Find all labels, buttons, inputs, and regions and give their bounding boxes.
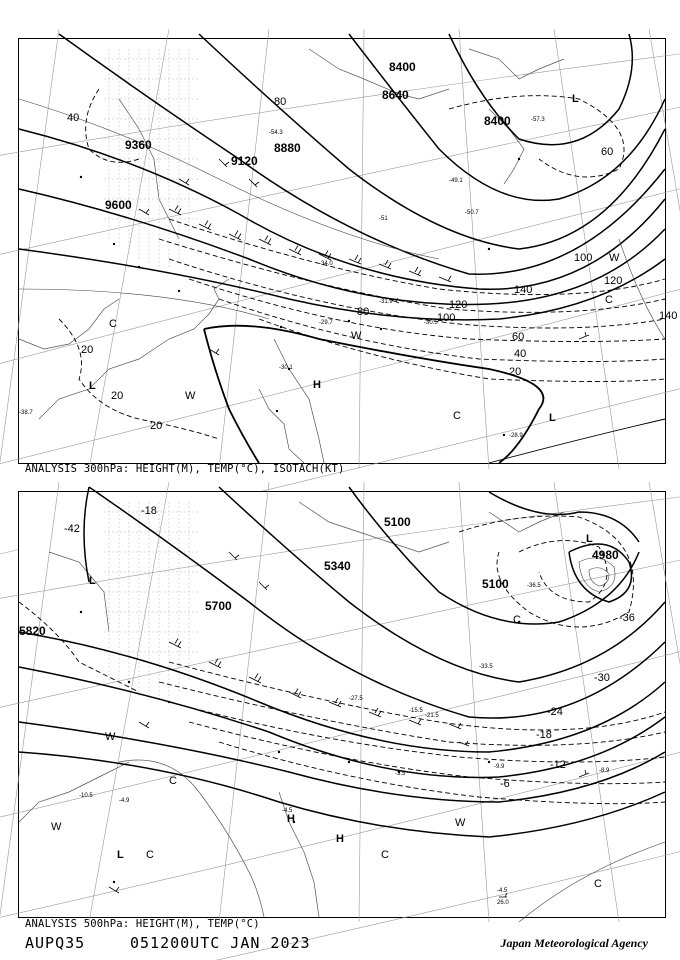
height-label: 9600 (105, 198, 132, 212)
high-center-label: H (313, 379, 321, 391)
height-label: 5700 (205, 599, 232, 613)
station-value: -49.1 (449, 178, 463, 184)
caption-300hpa: ANALYSIS 300hPa: HEIGHT(M), TEMP(°C), ISOTACH(KT) (25, 463, 345, 475)
chart-panel-500hpa (18, 491, 666, 918)
station-value: -30.5 (424, 320, 438, 326)
temp-label: -30 (594, 672, 610, 684)
isotach-label: 40 (514, 348, 527, 360)
high-region-edge (204, 329, 259, 463)
high-region-outline (204, 326, 543, 463)
cold-center-label: C (381, 849, 389, 861)
height-label: 9120 (231, 154, 258, 168)
station-value: -31.9 (379, 299, 393, 305)
wind-barbs (139, 159, 589, 355)
temp-label: -42 (64, 523, 80, 535)
station-value: -54.3 (269, 130, 283, 136)
station-value: -4.5 (282, 808, 293, 814)
warm-center-label: W (105, 731, 116, 743)
legend-temp: -4.5 (497, 888, 508, 894)
isotach-label-group (67, 96, 677, 432)
isotach-label: 120 (449, 299, 468, 311)
warm-center-label: W (609, 252, 620, 264)
station-value: -38.7 (19, 410, 33, 416)
shaded-region (104, 502, 199, 702)
low-center-label: L (89, 380, 96, 392)
height-label: 8400 (484, 114, 511, 128)
high-center-label: H (336, 833, 344, 845)
station-value: -9.9 (494, 764, 505, 770)
temp-label: -18 (141, 505, 157, 517)
graticule (0, 482, 680, 960)
station-value: -36.5 (527, 583, 541, 589)
temp-label: -36 (619, 612, 635, 624)
coastline (19, 49, 564, 463)
caption-500hpa: ANALYSIS 500hPa: HEIGHT(M), TEMP(°C) (25, 918, 260, 930)
warm-center-label: W (185, 390, 196, 402)
cold-center-label: C (453, 410, 461, 422)
temp-label: -6 (500, 778, 510, 790)
station-value: -50.7 (465, 210, 479, 216)
isotach-label: 20 (509, 366, 522, 378)
isotach-label: 40 (67, 112, 80, 124)
map-300hpa (19, 39, 678, 463)
station-points (80, 611, 520, 883)
temp-label-group (64, 505, 635, 790)
low-center-label: L (572, 93, 579, 105)
legend-sample (497, 888, 509, 906)
warm-center-label: W (351, 330, 362, 342)
station-value: -30.1 (279, 365, 293, 371)
height-label: 5340 (324, 559, 351, 573)
isotach-label: 20 (150, 420, 163, 432)
station-value: -27.5 (349, 696, 363, 702)
temp-label: -24 (547, 706, 563, 718)
isotach-label: 20 (81, 344, 94, 356)
isotach-label: 100 (437, 312, 456, 324)
height-label: 8400 (389, 60, 416, 74)
station-value: -57.3 (531, 117, 545, 123)
height-label: 5820 (19, 624, 46, 638)
chart-panel-300hpa (18, 38, 678, 464)
isotach-label: 80 (274, 96, 287, 108)
station-value: -21.5 (425, 713, 439, 719)
warm-center-label: W (51, 821, 62, 833)
graticule (0, 29, 680, 559)
isotach-label: 140 (514, 284, 533, 296)
low-center-label: L (89, 575, 96, 587)
temp-label: -18 (536, 729, 552, 741)
low-center-label: L (586, 533, 593, 545)
legend-dewpoint: 26.0 (497, 900, 509, 906)
isotach-label: 60 (601, 146, 614, 158)
height-label: 5100 (482, 577, 509, 591)
station-value: -10.5 (79, 793, 93, 799)
coastline (19, 502, 564, 917)
cold-center-label: C (146, 849, 154, 861)
cold-center-label: C (594, 878, 602, 890)
height-label: 8880 (274, 141, 301, 155)
cold-center-label: C (169, 775, 177, 787)
isotach-label: 140 (659, 310, 678, 322)
isotach-label: 120 (604, 275, 623, 287)
product-code: AUPQ35 (25, 934, 86, 952)
station-value: -34.0 (319, 261, 333, 267)
station-value-group (19, 117, 545, 439)
cold-center-label: C (605, 294, 613, 306)
station-value: -3.5 (395, 771, 406, 777)
height-label-group (105, 60, 511, 212)
high-center-label: H (287, 813, 295, 825)
temperature-contours (19, 99, 665, 339)
height-contours (19, 34, 665, 320)
ridge-line (489, 419, 665, 463)
agency-name: Japan Meteorological Agency (500, 936, 648, 950)
isotach-label: 100 (574, 252, 593, 264)
station-value: -4.9 (119, 798, 130, 804)
height-label: 8640 (382, 88, 409, 102)
temp-label: -12 (550, 759, 566, 771)
height-label: 5100 (384, 515, 411, 529)
station-value: -51 (379, 216, 388, 222)
isotach-label: 60 (512, 331, 525, 343)
warm-center-label: W (455, 817, 466, 829)
low-center-label: L (117, 849, 124, 861)
low-center-label: L (549, 412, 556, 424)
valid-time: 051200UTC JAN 2023 (130, 934, 311, 952)
isotach-label: 20 (111, 390, 124, 402)
station-value: -29.7 (319, 320, 333, 326)
wind-barbs (109, 552, 589, 893)
station-value: -28.9 (509, 433, 523, 439)
station-value: -8.9 (599, 768, 610, 774)
height-label: 9360 (125, 138, 152, 152)
cold-center-label: C (513, 614, 521, 626)
pressure-center-group (89, 533, 593, 861)
cold-center-label: C (109, 318, 117, 330)
map-500hpa (19, 492, 665, 917)
station-value: -15.5 (409, 708, 423, 714)
station-value: -33.5 (479, 664, 493, 670)
isotach-label: 80 (357, 306, 370, 318)
height-contours (19, 487, 665, 837)
height-label: 4980 (592, 548, 619, 562)
